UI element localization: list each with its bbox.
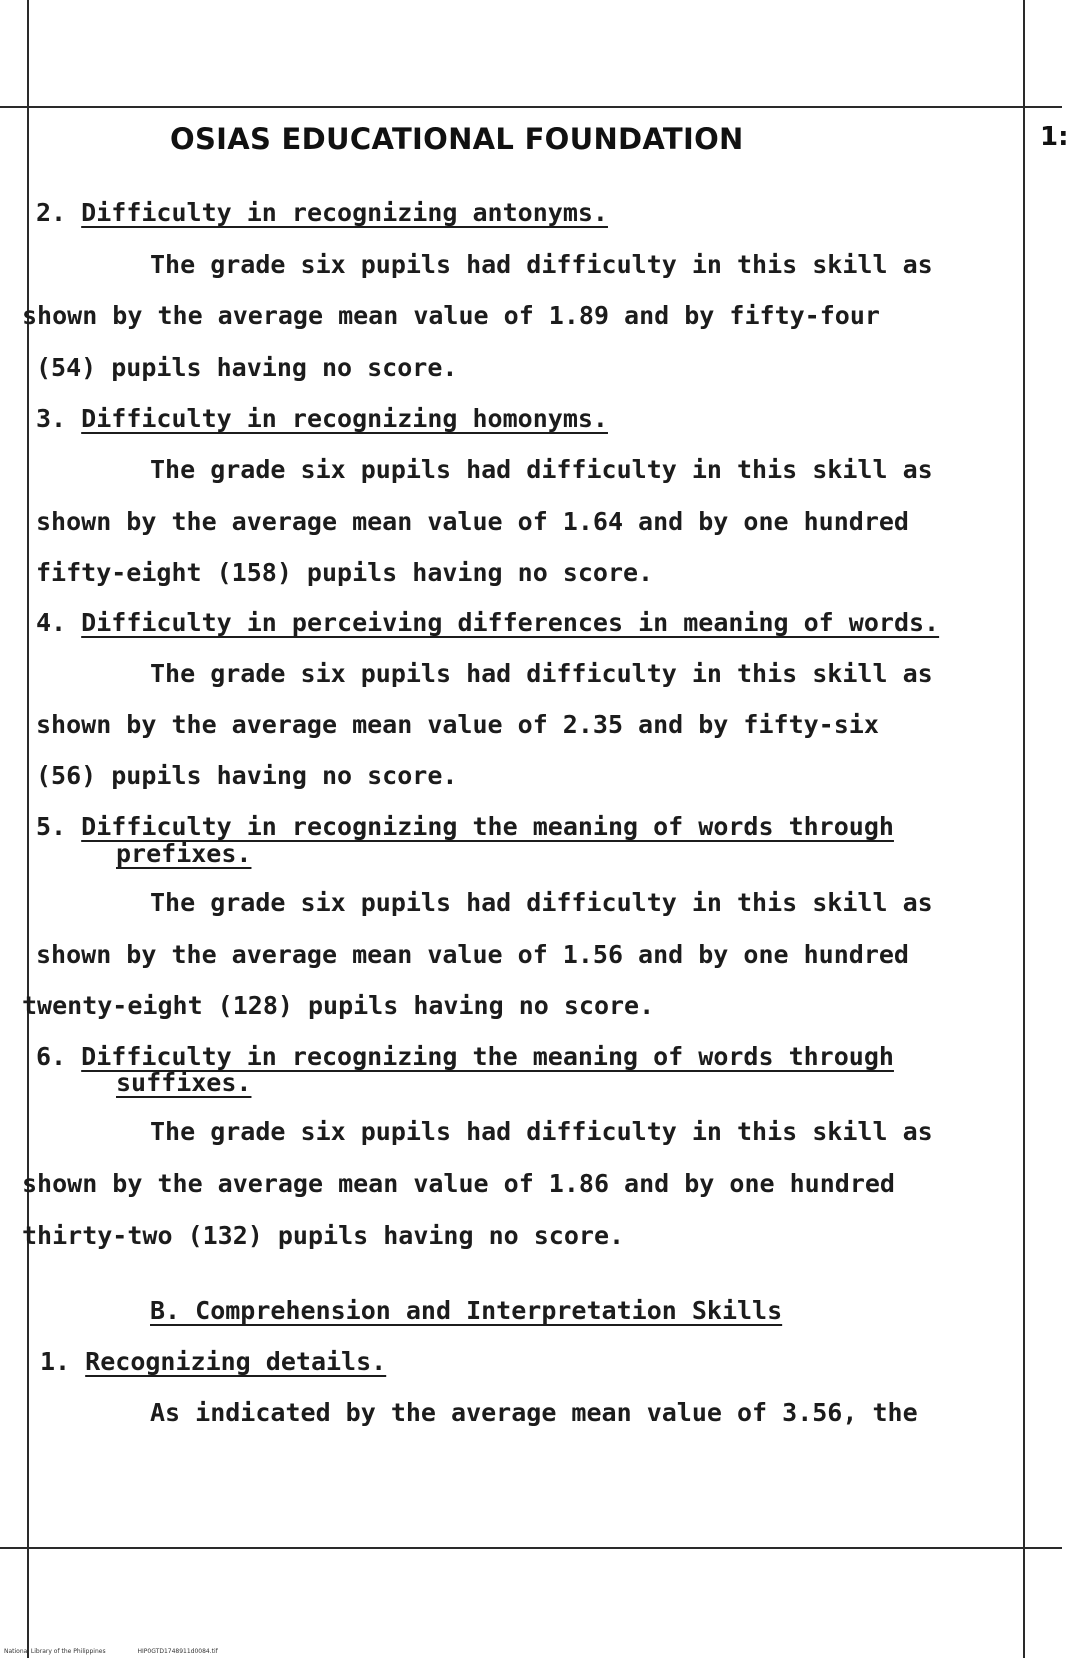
paragraph-line: shown by the average mean value of 2.35 and by fifty-six [36,710,879,739]
item-number: 6. [36,1042,67,1071]
section-heading: B. Comprehension and Interpretation Skills [150,1296,783,1325]
footer-rule [0,1547,1062,1549]
paragraph-line: The grade six pupils had difficulty in this skill as [150,1117,933,1146]
paragraph-line: (56) pupils having no score. [36,761,458,790]
paragraph-line: thirty-two (132) pupils having no score. [22,1221,625,1250]
item-heading-continuation: prefixes. [116,839,252,868]
paragraph-line: fifty-eight (158) pupils having no score. [36,558,654,587]
letterhead-title: OSIAS EDUCATIONAL FOUNDATION [170,122,744,156]
item-heading: Difficulty in recognizing the meaning of words through [81,1042,894,1071]
item-number: 4. [36,608,67,637]
item-heading-line [36,608,939,638]
item-heading: Difficulty in recognizing homonyms. [81,404,608,433]
paragraph-line: The grade six pupils had difficulty in this skill as [150,888,933,917]
item-number: 1. [40,1347,71,1376]
library-credit: National Library of the Philippines [4,1648,106,1655]
paragraph-line: The grade six pupils had difficulty in this skill as [150,659,933,688]
left-margin-rule [27,0,29,1658]
paragraph-line: The grade six pupils had difficulty in this skill as [150,455,933,484]
paragraph-line: shown by the average mean value of 1.89 and by fifty-four [22,301,880,330]
item-heading: Difficulty in recognizing the meaning of words through [81,812,894,841]
item-heading: Difficulty in recognizing antonyms. [81,198,608,227]
item-number: 5. [36,812,67,841]
item-heading-line [36,198,608,228]
paragraph-line: shown by the average mean value of 1.56 and by one hundred [36,940,909,969]
item-heading-line [36,404,608,434]
header-rule [0,106,1062,108]
item-heading: Difficulty in perceiving differences in meaning of words. [81,608,940,637]
item-heading-line [40,1347,386,1377]
item-number: 2. [36,198,67,227]
right-margin-rule [1023,0,1025,1658]
page-number: 1: [1040,122,1069,152]
item-heading: Recognizing details. [85,1347,387,1376]
paragraph-line: shown by the average mean value of 1.64 and by one hundred [36,507,909,536]
item-number: 3. [36,404,67,433]
item-heading-continuation: suffixes. [116,1068,252,1097]
paragraph-line: (54) pupils having no score. [36,353,458,382]
paragraph-line: shown by the average mean value of 1.86 and by one hundred [22,1169,895,1198]
paragraph-line: twenty-eight (128) pupils having no score. [22,991,655,1020]
paragraph-line: The grade six pupils had difficulty in this skill as [150,250,933,279]
scan-footer [4,1648,248,1655]
paragraph-line: As indicated by the average mean value of 3.56, the [150,1398,918,1427]
file-code: HIP0GTD1748911d0084.tif [137,1648,218,1655]
item-heading-line [36,812,894,842]
